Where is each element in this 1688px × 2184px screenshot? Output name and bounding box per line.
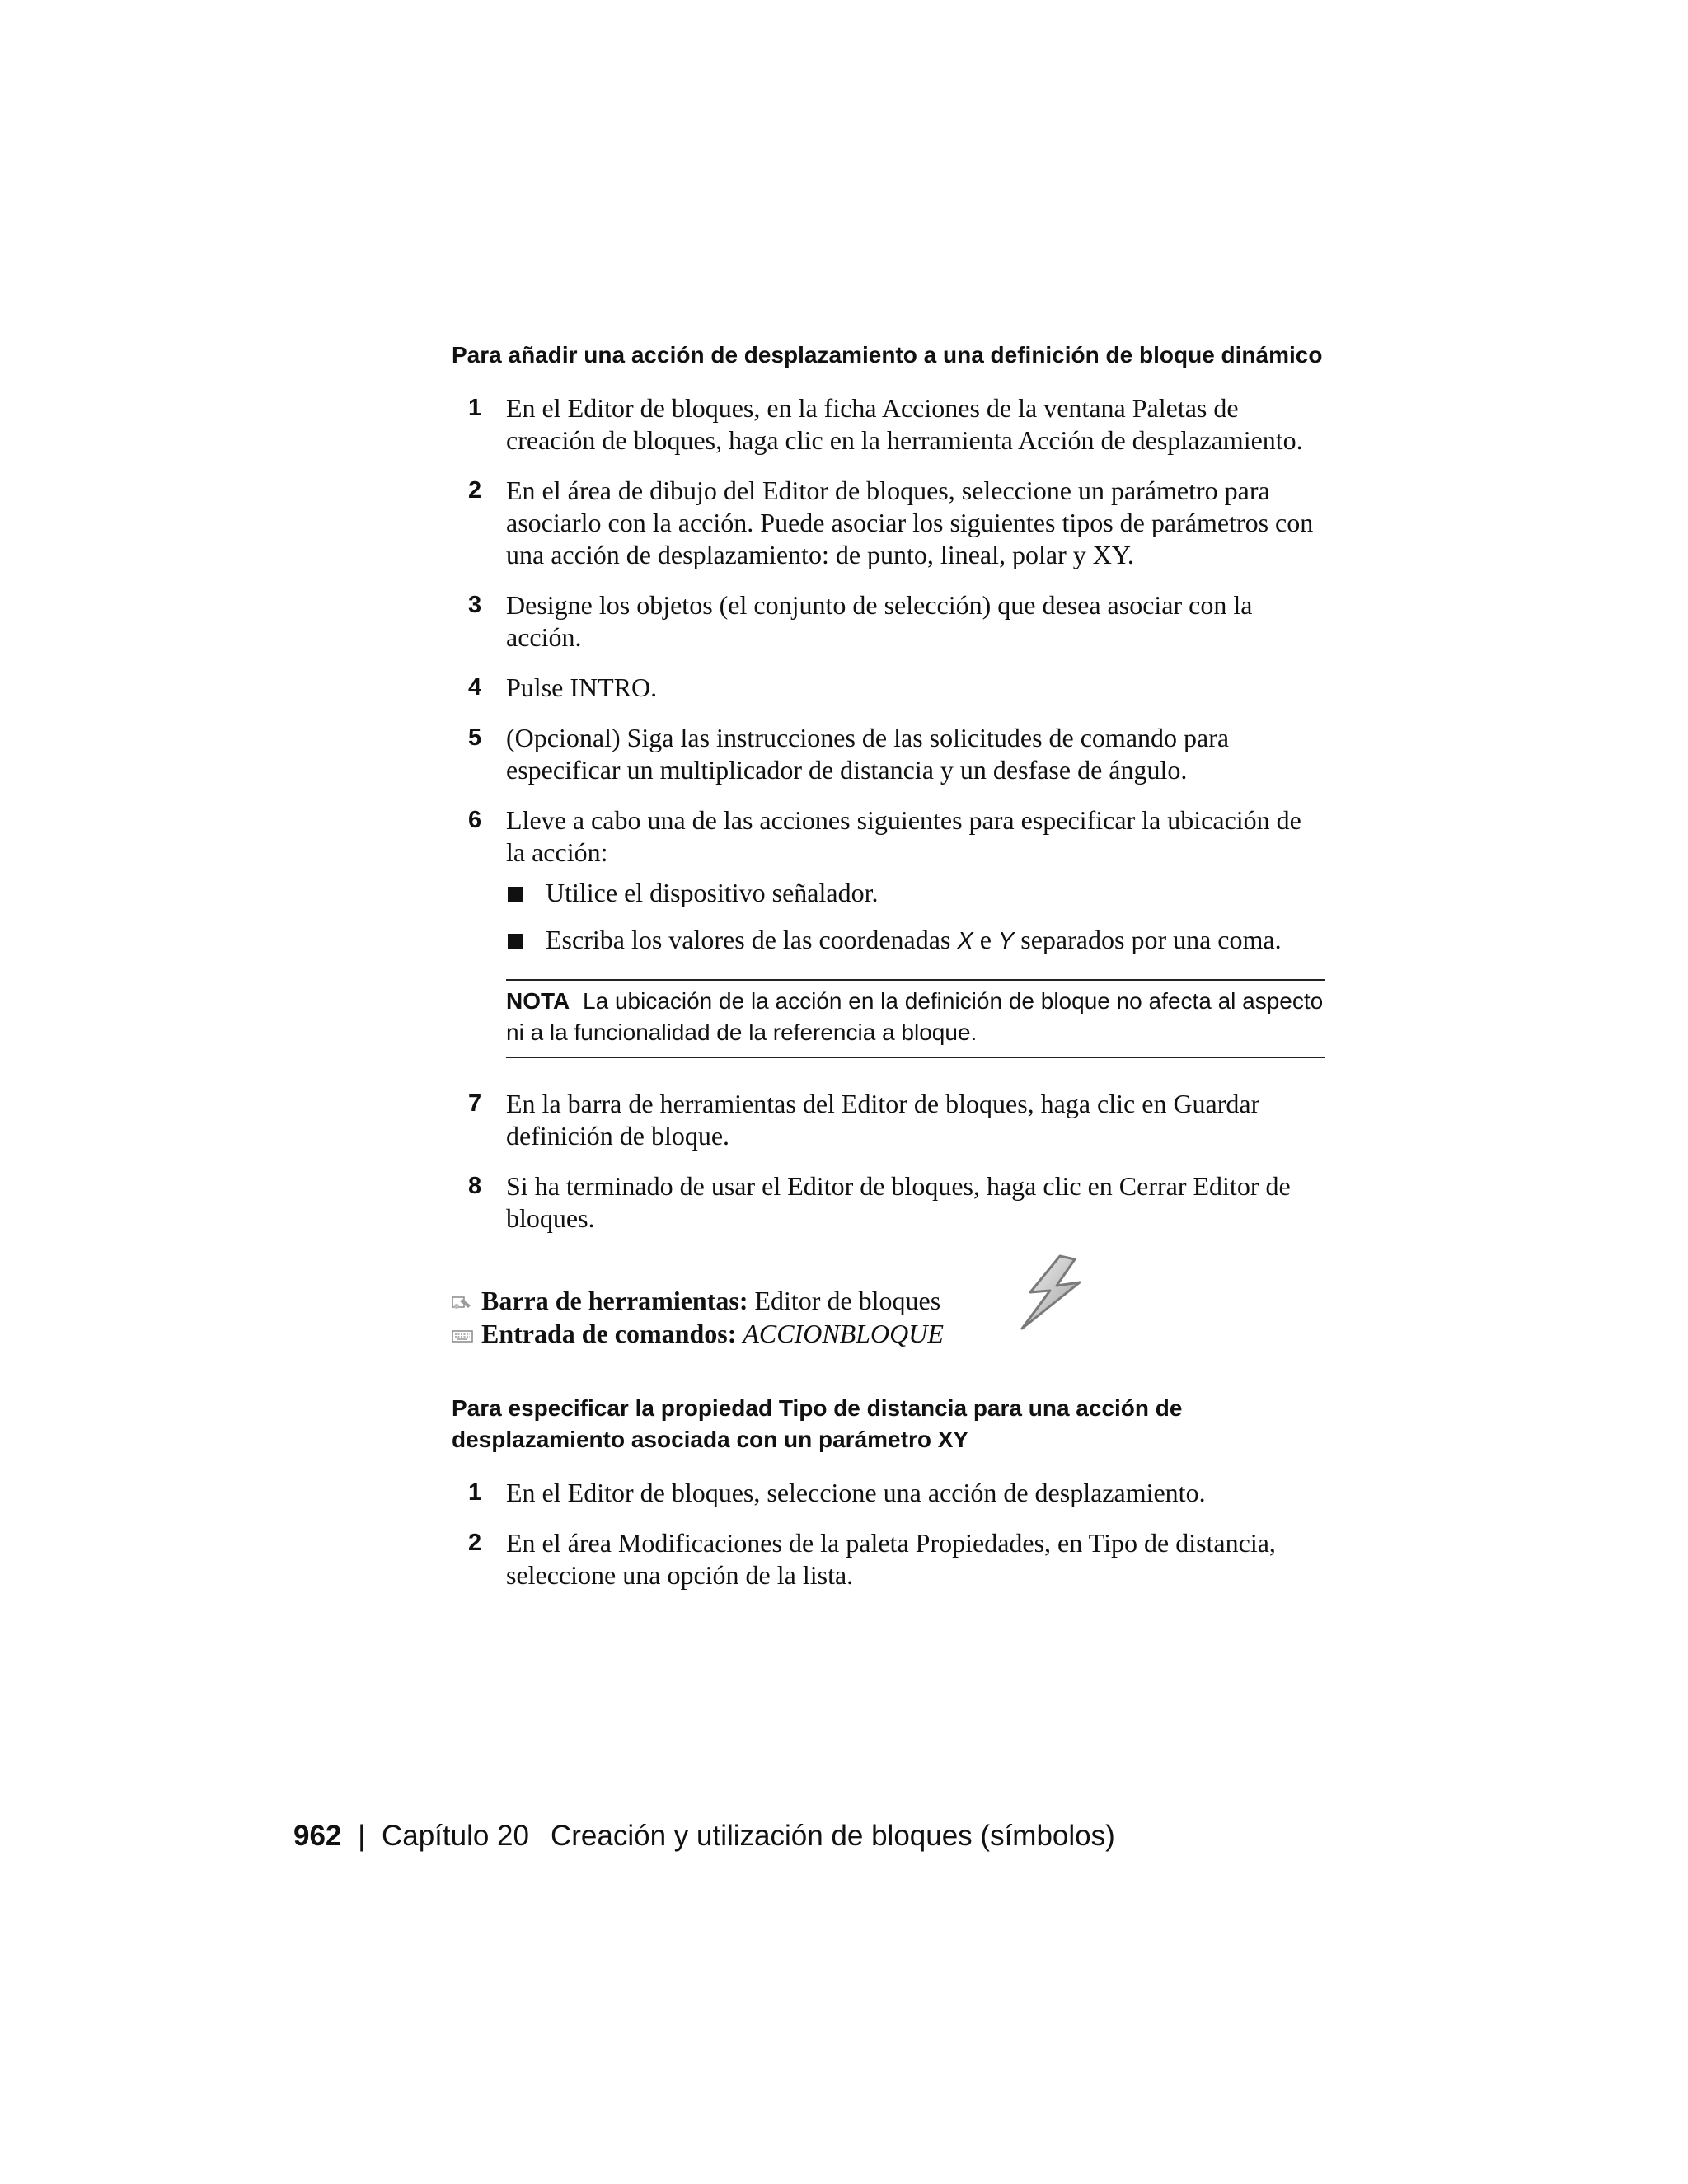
coord-y: Y: [997, 928, 1015, 954]
command-value: ACCIONBLOQUE: [743, 1319, 944, 1348]
step-text: En el Editor de bloques, en la ficha Acciones de la ventana Paletas de creación de bloques, haga clic en la herramienta Acción de desplazamiento.: [506, 393, 1303, 455]
page-footer: [293, 1818, 1115, 1854]
step-item: [452, 804, 1325, 958]
chapter-label: Capítulo 20: [381, 1820, 529, 1852]
procedure-heading-2: Para especificar la propiedad Tipo de distancia para una acción de desplazamiento asociada con un parámetro XY: [452, 1395, 1183, 1452]
step-number: 3: [468, 592, 482, 618]
step-item: [452, 392, 1325, 457]
step-number: 7: [468, 1090, 482, 1117]
step-text: En el área Modificaciones de la paleta Propiedades, en Tipo de distancia, seleccione una opción de la lista.: [506, 1528, 1276, 1590]
command-label: Entrada de comandos:: [481, 1319, 737, 1348]
step-number: 6: [468, 807, 482, 833]
step-item: [452, 1170, 1325, 1235]
toolbar-access-line: [452, 1284, 940, 1317]
step-item: [452, 672, 1325, 704]
note-label: NOTA: [506, 988, 570, 1014]
command-access-line: [452, 1317, 944, 1350]
step-item: [452, 589, 1325, 654]
step-list-1-continued: [452, 1088, 1325, 1235]
step-number: 1: [468, 1479, 482, 1506]
step-text: Si ha terminado de usar el Editor de bloques, haga clic en Cerrar Editor de bloques.: [506, 1171, 1291, 1233]
bullet-item: [506, 877, 1325, 909]
procedure-heading-1: Para añadir una acción de desplazamiento a una definición de bloque dinámico: [452, 342, 1323, 368]
note-text: La ubicación de la acción en la definición de bloque no afecta al aspecto ni a la funcionalidad de la referencia a bloque.: [506, 988, 1324, 1045]
step-text: Designe los objetos (el conjunto de selección) que desea asociar con la acción.: [506, 590, 1253, 652]
step-item: [452, 1477, 1325, 1509]
step-number: 1: [468, 395, 482, 421]
coord-x: X: [957, 928, 973, 954]
step-number: 2: [468, 477, 482, 504]
step-list-2: [452, 1477, 1325, 1591]
toolbar-value: Editor de bloques: [754, 1286, 941, 1315]
keyboard-icon: [452, 1328, 473, 1344]
step-item: [452, 1527, 1325, 1591]
bullet-text: Utilice el dispositivo señalador.: [546, 878, 879, 907]
page-content: [452, 340, 1325, 1610]
square-bullet-icon: [508, 934, 523, 949]
bullet-text-end: separados por una coma.: [1014, 925, 1282, 954]
bullet-list: [506, 877, 1325, 958]
move-action-bolt-icon: [1014, 1253, 1088, 1332]
bullet-text-start: Escriba los valores de las coordenadas: [546, 925, 958, 954]
step-number: 8: [468, 1173, 482, 1199]
step-item: [452, 475, 1325, 571]
step-number: 5: [468, 724, 482, 751]
step-item: [452, 722, 1325, 786]
step-number: 4: [468, 674, 482, 701]
page-number: 962: [293, 1820, 342, 1852]
toolbar-label: Barra de herramientas:: [481, 1286, 748, 1315]
step-text: En el Editor de bloques, seleccione una acción de desplazamiento.: [506, 1478, 1206, 1507]
square-bullet-icon: [508, 887, 523, 902]
chapter-title: Creación y utilización de bloques (símbolos): [551, 1820, 1115, 1852]
step-text: En el área de dibujo del Editor de bloques, seleccione un parámetro para asociarlo con la acción. Puede asociar los siguientes tipos de parámetros con una acción de desplazamiento: de punto, lineal, polar y XY.: [506, 476, 1314, 569]
step-list-1: [452, 392, 1325, 958]
step-text: En la barra de herramientas del Editor de bloques, haga clic en Guardar definición de bloque.: [506, 1089, 1260, 1151]
step-text: Pulse INTRO.: [506, 673, 658, 702]
step-number: 2: [468, 1530, 482, 1556]
step-text: (Opcional) Siga las instrucciones de las solicitudes de comando para especificar un multiplicador de distancia y un desfase de ángulo.: [506, 723, 1230, 785]
toolbar-icon: [452, 1295, 473, 1311]
note-box: [506, 979, 1325, 1058]
footer-separator: |: [358, 1820, 366, 1852]
access-methods: [452, 1276, 1325, 1358]
step-item: [452, 1088, 1325, 1152]
bullet-conjunction: e: [973, 925, 998, 954]
step-text: Lleve a cabo una de las acciones siguientes para especificar la ubicación de la acción:: [506, 805, 1301, 867]
bullet-item: [506, 924, 1325, 958]
